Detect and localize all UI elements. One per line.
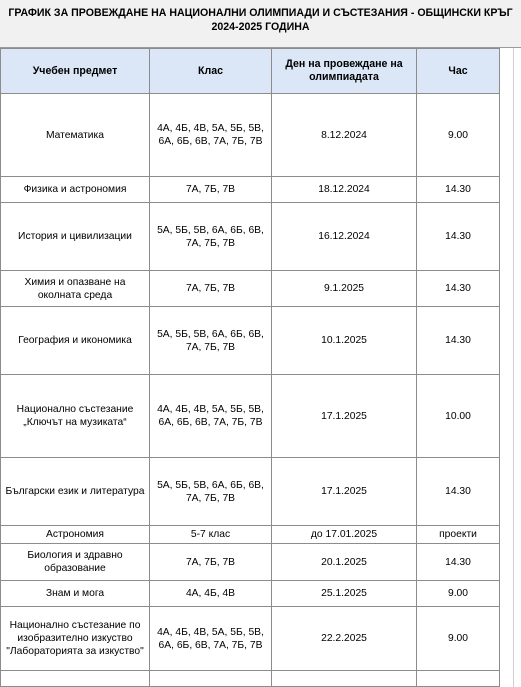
cell-subject[interactable]: Български език и литература bbox=[1, 458, 150, 526]
cell-date[interactable]: 10.1.2025 bbox=[272, 307, 417, 375]
header-class[interactable]: Клас bbox=[150, 49, 272, 94]
table-row bbox=[1, 94, 500, 177]
header-row bbox=[1, 49, 500, 94]
empty-cell[interactable] bbox=[1, 671, 150, 687]
cell-time[interactable]: 9.00 bbox=[417, 94, 500, 177]
cell-class[interactable]: 7А, 7Б, 7В bbox=[150, 271, 272, 307]
table-row bbox=[1, 581, 500, 607]
empty-cell[interactable] bbox=[150, 671, 272, 687]
cell-date[interactable]: 16.12.2024 bbox=[272, 203, 417, 271]
cell-date[interactable]: 18.12.2024 bbox=[272, 177, 417, 203]
table-row bbox=[1, 307, 500, 375]
page-title bbox=[0, 0, 521, 48]
table-row bbox=[1, 458, 500, 526]
cell-class[interactable]: 4А, 4Б, 4В, 5А, 5Б, 5В, 6А, 6Б, 6В, 7А, 7Б, 7В bbox=[150, 375, 272, 458]
cell-time[interactable]: 14.30 bbox=[417, 203, 500, 271]
empty-cell[interactable] bbox=[417, 671, 500, 687]
table-row bbox=[1, 544, 500, 581]
cell-subject[interactable]: Астрономия bbox=[1, 526, 150, 544]
cell-class[interactable]: 7А, 7Б, 7В bbox=[150, 544, 272, 581]
cell-subject[interactable]: Химия и опазване на околната среда bbox=[1, 271, 150, 307]
table-row bbox=[1, 177, 500, 203]
cell-date[interactable]: 17.1.2025 bbox=[272, 458, 417, 526]
cell-time[interactable]: 14.30 bbox=[417, 458, 500, 526]
cell-subject[interactable]: Национално състезание по изобразително изкуство "Лабораторията за изкуство" bbox=[1, 607, 150, 671]
cell-date[interactable]: 25.1.2025 bbox=[272, 581, 417, 607]
table-row-empty bbox=[1, 671, 500, 687]
title-line-2: 2024-2025 ГОДИНА bbox=[211, 21, 310, 33]
cell-date[interactable]: 9.1.2025 bbox=[272, 271, 417, 307]
cell-date[interactable]: 17.1.2025 bbox=[272, 375, 417, 458]
cell-subject[interactable]: Знам и мога bbox=[1, 581, 150, 607]
schedule-table bbox=[0, 48, 500, 687]
cell-subject[interactable]: Математика bbox=[1, 94, 150, 177]
cell-class[interactable]: 5-7 клас bbox=[150, 526, 272, 544]
cell-time[interactable]: 14.30 bbox=[417, 271, 500, 307]
header-subject[interactable]: Учебен предмет bbox=[1, 49, 150, 94]
cell-class[interactable]: 5А, 5Б, 5В, 6А, 6Б, 6В, 7А, 7Б, 7В bbox=[150, 458, 272, 526]
cell-subject[interactable]: Физика и астрономия bbox=[1, 177, 150, 203]
table-row bbox=[1, 375, 500, 458]
title-line-1: ГРАФИК ЗА ПРОВЕЖДАНЕ НА НАЦИОНАЛНИ ОЛИМПИАДИ И СЪСТЕЗАНИЯ - ОБЩИНСКИ КРЪГ bbox=[8, 7, 513, 19]
cell-time[interactable]: 10.00 bbox=[417, 375, 500, 458]
header-date[interactable]: Ден на провеждане на олимпиадата bbox=[272, 49, 417, 94]
header-time[interactable]: Час bbox=[417, 49, 500, 94]
table-row bbox=[1, 607, 500, 671]
table-row bbox=[1, 203, 500, 271]
cell-class[interactable]: 4А, 4Б, 4В, 5А, 5Б, 5В, 6А, 6Б, 6В, 7А, 7Б, 7В bbox=[150, 607, 272, 671]
cell-class[interactable]: 5А, 5Б, 5В, 6А, 6Б, 6В, 7А, 7Б, 7В bbox=[150, 307, 272, 375]
empty-cell[interactable] bbox=[272, 671, 417, 687]
cell-class[interactable]: 4А, 4Б, 4В, 5А, 5Б, 5В, 6А, 6Б, 6В, 7А, 7Б, 7В bbox=[150, 94, 272, 177]
cell-subject[interactable]: История и цивилизации bbox=[1, 203, 150, 271]
cell-date[interactable]: 20.1.2025 bbox=[272, 544, 417, 581]
cell-subject[interactable]: Национално състезание „Ключът на музиката“ bbox=[1, 375, 150, 458]
cell-time[interactable]: 9.00 bbox=[417, 581, 500, 607]
cell-time[interactable]: проекти bbox=[417, 526, 500, 544]
table-row bbox=[1, 526, 500, 544]
cell-date[interactable]: 8.12.2024 bbox=[272, 94, 417, 177]
cell-subject[interactable]: География и икономика bbox=[1, 307, 150, 375]
cell-date[interactable]: 22.2.2025 bbox=[272, 607, 417, 671]
cell-date[interactable]: до 17.01.2025 bbox=[272, 526, 417, 544]
cell-class[interactable]: 7А, 7Б, 7В bbox=[150, 177, 272, 203]
right-grid-line bbox=[513, 48, 514, 687]
table-row bbox=[1, 271, 500, 307]
cell-time[interactable]: 14.30 bbox=[417, 177, 500, 203]
cell-class[interactable]: 4А, 4Б, 4В bbox=[150, 581, 272, 607]
cell-time[interactable]: 14.30 bbox=[417, 307, 500, 375]
cell-subject[interactable]: Биология и здравно образование bbox=[1, 544, 150, 581]
cell-time[interactable]: 14.30 bbox=[417, 544, 500, 581]
cell-class[interactable]: 5А, 5Б, 5В, 6А, 6Б, 6В, 7А, 7Б, 7В bbox=[150, 203, 272, 271]
cell-time[interactable]: 9.00 bbox=[417, 607, 500, 671]
